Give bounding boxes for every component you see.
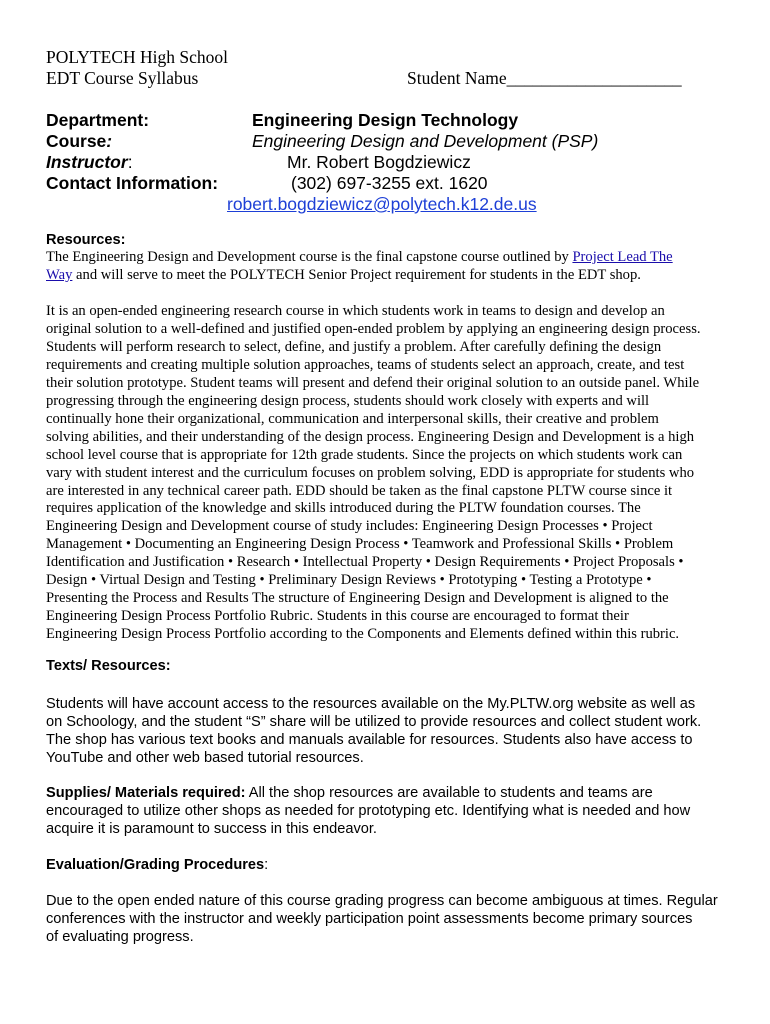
texts-resources-heading: Texts/ Resources: — [46, 658, 171, 674]
supplies-heading: Supplies/ Materials required: — [46, 785, 246, 801]
school-name: POLYTECH High School — [46, 47, 228, 67]
student-name-field[interactable] — [407, 68, 682, 89]
resources-body: It is an open-ended engineering research course in which students work in teams to design and develop an original solution to a well-defined and justified open-ended problem by applying an engineering design process. Students will perform research to select, define, and justify a problem. After carefully defining the design requirements and creating multiple solution approaches, teams of students select an approach, create, and test their solution prototype. Student teams will present and defend their original solution to an outside panel. While progressing through the engineering design process, students should work closely with experts and will continually hone their organizational, communication and interpersonal skills, their creative and problem solving abilities, and their understanding of the design process. Engineering Design and Development is a high school level course that is appropriate for 12th grade students. Since the projects on which students work can vary with student interest and the curriculum focuses on problem solving, EDD is appropriate for students who are interested in any technical career path. EDD should be taken as the final capstone PLTW course since it requires application of the knowledge and skills introduced during the PLTW foundation courses. The Engineering Design and Development course of study includes: Engineering Design Processes • Project Management • Documenting an Engineering Design Process • Teamwork and Professional Skills • Problem Identification and Justification • Research • Intellectual Property • Design Requirements • Project Proposals • Design • Virtual Design and Testing • Preliminary Design Reviews • Prototyping • Testing a Prototype • Presenting the Process and Results The structure of Engineering Design and Development is aligned to the Engineering Design Process Portfolio Rubric. Students in this course are encouraged to format their Engineering Design Process Portfolio according to the Components and Elements defined within this rubric. — [46, 303, 701, 643]
course-value: Engineering Design and Development (PSP) — [252, 131, 599, 151]
instructor-label: Instructor: — [46, 152, 133, 172]
course-syllabus-title: EDT Course Syllabus — [46, 68, 199, 88]
phone-number: (302) 697-3255 ext. 1620 — [291, 173, 488, 193]
instructor-email-link[interactable]: robert.bogdziewicz@polytech.k12.de.us — [227, 194, 537, 214]
supplies-section: Supplies/ Materials required: All the shop resources are available to students and teams are encouraged to utilize other shops as needed for prototyping etc. Identifying what is needed and how acquire it is paramount to success in this endeavor. — [46, 785, 691, 837]
resources-heading: Resources: — [46, 232, 126, 248]
evaluation-body: Due to the open ended nature of this course grading progress can become ambiguous at times. Regular conferences with the instructor and weekly participation point assessments become primary sources of evaluating progress. — [46, 893, 718, 945]
pltw-link-continued[interactable]: Way — [46, 266, 73, 283]
department-value: Engineering Design Technology — [252, 110, 519, 130]
evaluation-heading: Evaluation/Grading Procedures: — [46, 857, 269, 873]
student-name-blank[interactable]: ____________________ — [506, 68, 682, 88]
instructor-value: Mr. Robert Bogdziewicz — [287, 152, 471, 172]
resources-intro: The Engineering Design and Development course is the final capstone course outlined by Project Lead The Way and will serve to meet the POLYTECH Senior Project requirement for students in the EDT shop. — [46, 249, 673, 283]
contact-label: Contact Information: — [46, 173, 219, 193]
course-label: Course: — [46, 131, 113, 151]
department-label: Department: — [46, 110, 150, 130]
pltw-link[interactable]: Project Lead The — [572, 249, 673, 265]
student-name-label: Student Name — [407, 68, 507, 88]
texts-resources-body: Students will have account access to the resources available on the My.PLTW.org website as well as on Schoology, and the student “S” share will be utilized to provide resources and collect student work. The shop has various text books and manuals available for resources. Students also have access to YouTube and other web based tutorial resources. — [46, 696, 702, 766]
